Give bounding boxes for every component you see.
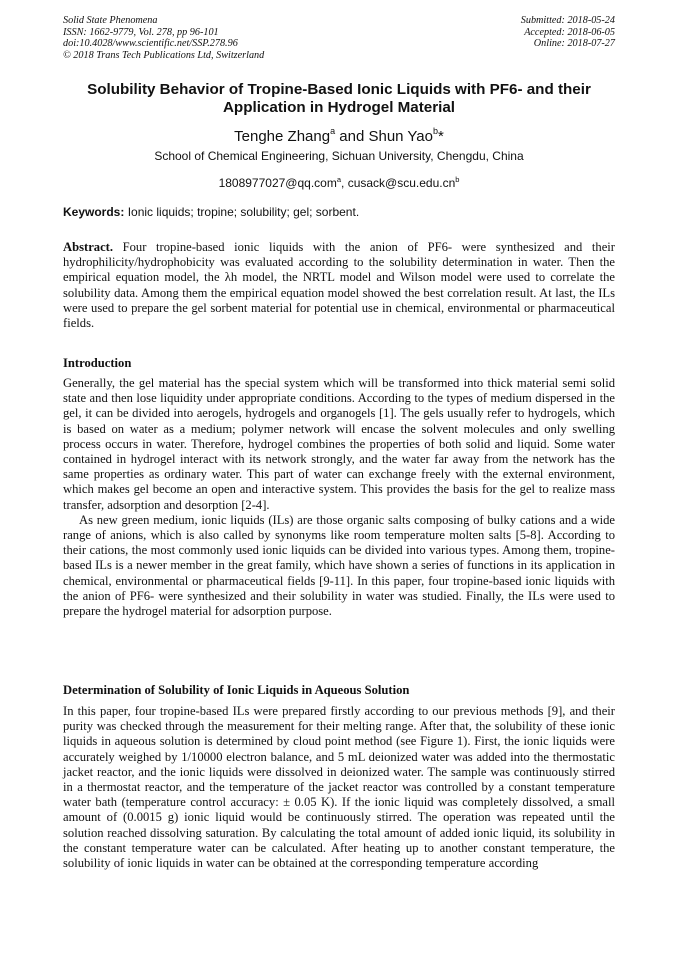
abstract <box>63 240 615 331</box>
introduction-heading: Introduction <box>63 356 132 370</box>
corresponding-mark: * <box>438 128 444 145</box>
solubility-paragraph-1: In this paper, four tropine-based ILs were prepared firstly according to our previous methods [9], and their purity was checked through the measurement for their melting range. After that, the solubility of these ionic liquids in aqueous solution is determined by cloud point method (see Figure 1). First, the ionic liquids were accurately weighed by 1/10000 electron balance, and 5 mL deionized water was added into the thermostatic jacket reactor, and the ionic liquids were dissolved in deionized water. The sample was continuously stirred in a thermostat reactor, and the temperature of the jacket reactor was controlled by a constant temperature water bath (temperature control accuracy: ± 0.05 K). If the ionic liquid was completely dissolved, a small amount of (0.0015 g) ionic liquid would be continuously stirred. The operation was repeated until the solution reached dissolving saturation. By calculating the total amount of added ionic liquid, its solubility in the constant temperature water can be calculated. After heating up to another constant temperature, the solubility of ionic liquids in water can be obtained at the corresponding temperature according <box>63 704 615 871</box>
paper-title <box>40 81 638 117</box>
keywords-label: Keywords: <box>63 205 125 219</box>
introduction-paragraph-1: Generally, the gel material has the special system which will be transformed into thick material semi solid state and then lose liquidity under appropriate conditions. According to the types of medium dispersed in the gel, it can be divided into aerogels, hydrogels and organogels [1]. The gels usually refer to hydrogels, which is based on water as a medium; polymer network will encase the solvent molecules and only swelling process occurs in water. Therefore, hydrogel combines the properties of both solid and liquid. Some water contained in hydrogel interact with its network strongly, and the water far away from the network has the same properties as ordinary water. This part of water can exchange freely with the external environment, which makes gel become an open and interactive system. This provides the basis for the gel to realize mass transfer, adsorption and desorption [2-4]. <box>63 376 615 512</box>
copyright-line: © 2018 Trans Tech Publications Ltd, Switzerland <box>63 49 265 61</box>
online-date: Online: 2018-07-27 <box>533 38 615 50</box>
solubility-heading: Determination of Solubility of Ionic Liquids in Aqueous Solution <box>63 683 410 697</box>
affiliation: School of Chemical Engineering, Sichuan University, Chengdu, China <box>154 149 524 163</box>
email-1: 1808977027@qq.com <box>218 176 337 190</box>
submitted-date: Submitted: 2018-05-24 <box>520 15 615 26</box>
doi-line: doi:10.4028/www.scientific.net/SSP.278.96 <box>63 38 238 50</box>
journal-info <box>63 15 264 61</box>
abstract-text: Four tropine-based ionic liquids with the anion of PF6- were synthesized and their hydrophilicity/hydrophobicity was evaluated according to the solubility determination in water. Then the empirical equation model, the λh model, the NRTL model and Wilson model were used to correlate the solubility data. Among them the empirical equation model showed the best correlation result. At last, the ILs were used to prepare the gel sorbent material for potential use in chemical, environmental or pharmaceutical fields. <box>63 240 615 331</box>
publication-dates <box>521 15 615 50</box>
journal-name: Solid State Phenomena <box>63 15 158 26</box>
keywords-text: Ionic liquids; tropine; solubility; gel; sorbent. <box>124 205 360 219</box>
author-2: Shun Yao <box>368 128 433 145</box>
email-separator: , <box>341 176 348 190</box>
email-2: cusack@scu.edu.cn <box>347 176 456 190</box>
author-1-affil-mark: a <box>330 126 336 136</box>
author-list <box>0 123 678 146</box>
title-line-2: Application in Hydrogel Material <box>222 99 456 116</box>
email-list <box>0 172 678 191</box>
introduction-paragraph-2: As new green medium, ionic liquids (ILs) are those organic salts composing of bulky cations and a wide range of anions, which is also called by synonyms like room temperature molten salts [5-8]. According to their cations, the most commonly used ionic liquids can be divided into various types. Among them, tropine-based ILs is a newer member in the great family, which have shown a series of functions in its application in chemical, environmental or pharmaceutical fields [9-11]. In this paper, four tropine-based ionic liquids with the anion of PF6- were synthesized and their solubility in water was studied. Finally, the ILs were used to prepare the hydrogel material for adsorption purpose. <box>63 512 615 619</box>
introduction-body <box>63 376 615 619</box>
email-2-mark: b <box>455 175 460 184</box>
abstract-label: Abstract. <box>63 240 114 254</box>
author-conjunction: and <box>335 128 369 145</box>
solubility-body <box>63 704 615 871</box>
keywords <box>63 205 615 220</box>
email-1-mark: a <box>336 175 342 184</box>
accepted-date: Accepted: 2018-06-05 <box>524 26 615 38</box>
issn-line: ISSN: 1662-9779, Vol. 278, pp 96-101 <box>63 26 219 38</box>
title-line-1: Solubility Behavior of Tropine-Based Ionic Liquids with PF6- and their <box>87 81 591 98</box>
author-2-affil-mark: b <box>432 126 438 136</box>
author-1: Tenghe Zhang <box>234 128 331 145</box>
